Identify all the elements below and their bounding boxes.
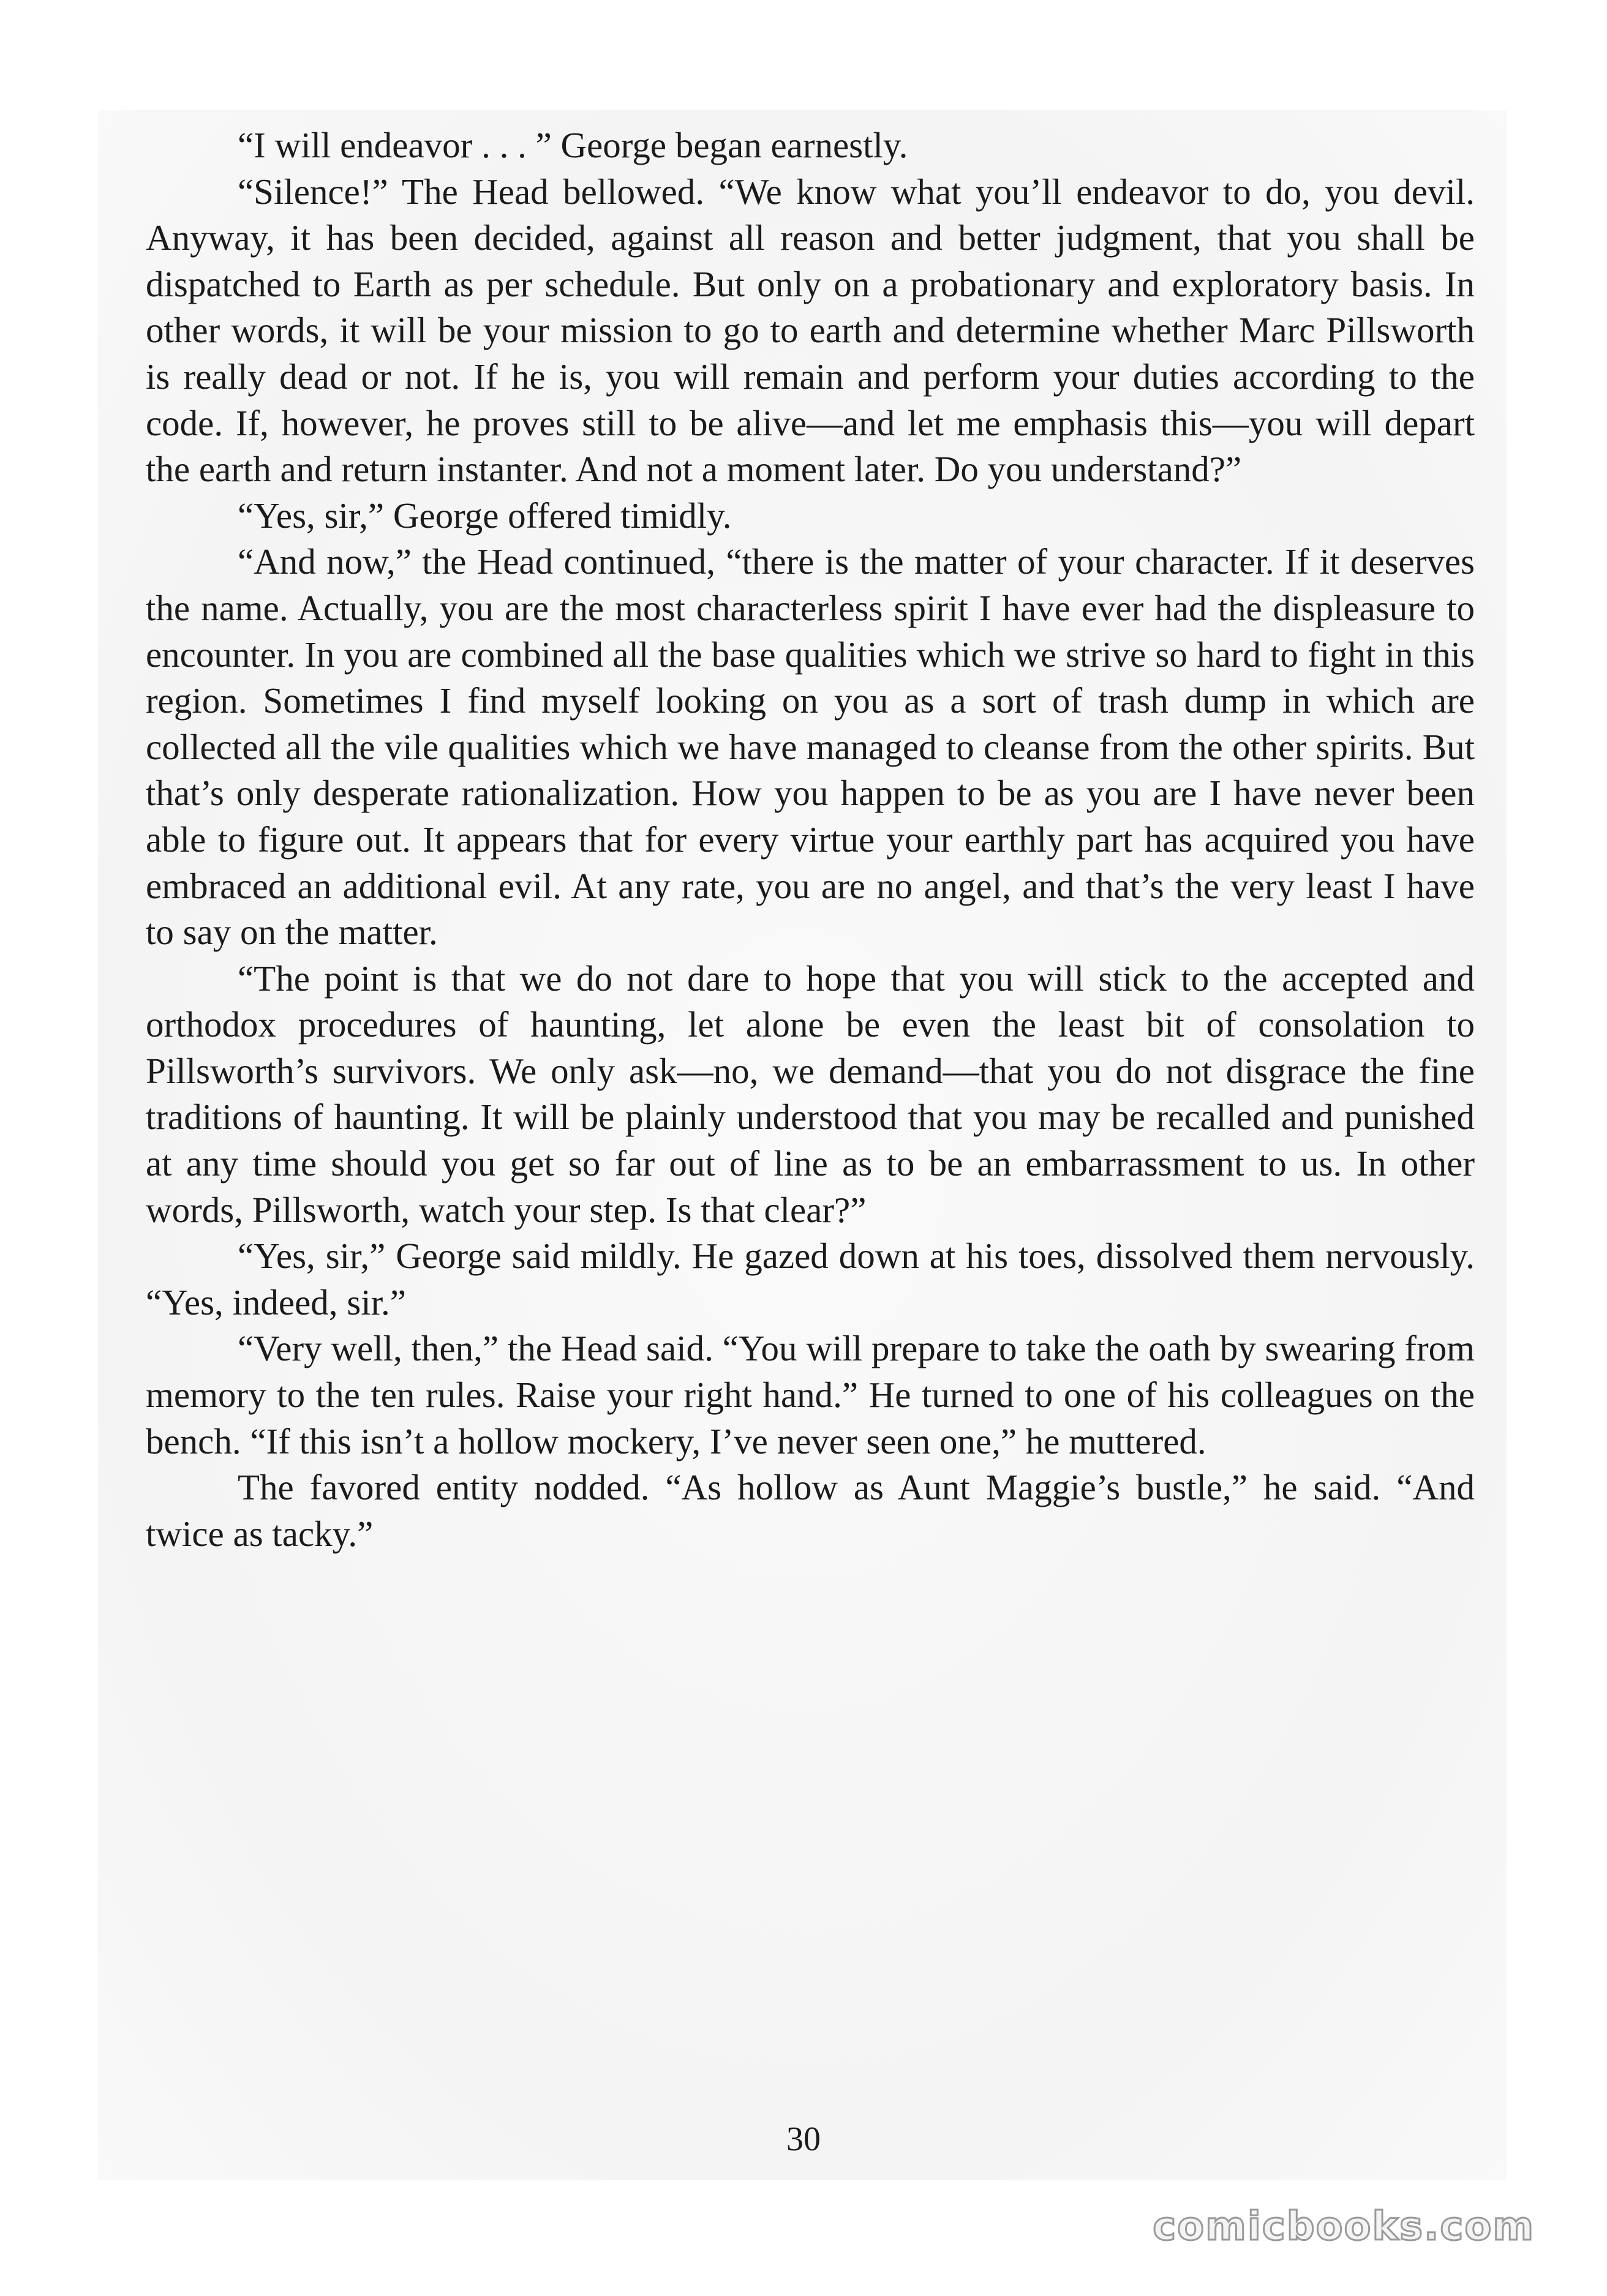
paragraph-7: “Very well, then,” the Head said. “You will prepare to take the oath by swearing from memory to the ten rules. Raise your right hand.” He turned to one of his colleagues on the bench. “If this isn’t a hollow mockery, I’ve never seen one,” he muttered.: [146, 1328, 1475, 1461]
watermark-logo: comicbooks.com: [1153, 2204, 1535, 2249]
page-number: 30: [786, 2120, 821, 2158]
paragraph-6: “Yes, sir,” George said mildly. He gazed down at his toes, dissolved them nervously. “Yes, indeed, sir.”: [146, 1236, 1475, 1322]
paragraph-5: “The point is that we do not dare to hope that you will stick to the accepted and orthodox procedures of haunting, let alone be even the least bit of consolation to Pillsworth’s survivors. We only ask—no, we demand—that you do not disgrace the fine traditions of haunting. It will be plainly understood that you may be recalled and punished at any time should you get so far out of line as to be an embarrassment to us. In other words, Pillsworth, watch your step. Is that clear?”: [146, 958, 1475, 1230]
paragraph-8: The favored entity nodded. “As hollow as Aunt Maggie’s bustle,” he said. “And twice as tacky.”: [146, 1467, 1475, 1554]
paragraph-3: “Yes, sir,” George offered timidly.: [238, 495, 732, 536]
body-text: [146, 122, 1475, 1557]
paragraph-2: “Silence!” The Head bellowed. “We know what you’ll endeavor to do, you devil. Anyway, it has been decided, against all reason and better judgment, that you shall be dispatched to Earth as per schedule. But only on a probationary and exploratory basis. In other words, it will be your mission to go to earth and determine whether Marc Pillsworth is really dead or not. If he is, you will remain and perform your duties according to the code. If, however, he proves still to be alive—and let me emphasis this—you will depart the earth and return instanter. And not a moment later. Do you understand?”: [146, 171, 1475, 490]
paragraph-4: “And now,” the Head continued, “there is the matter of your character. If it deserves the name. Actually, you are the most characterless spirit I have ever had the displeasure to encounter. In you are combined all the base qualities which we strive so hard to fight in this region. Sometimes I find myself looking on you as a sort of trash dump in which are collected all the vile qualities which we have managed to cleanse from the other spirits. But that’s only desperate rationalization. How you happen to be as you are I have never been able to figure out. It appears that for every virtue your earthly part has acquired you have embraced an additional evil. At any rate, you are no angel, and that’s the very least I have to say on the matter.: [146, 541, 1475, 953]
paragraph-1: “I will endeavor . . . ” George began earnestly.: [238, 125, 908, 165]
